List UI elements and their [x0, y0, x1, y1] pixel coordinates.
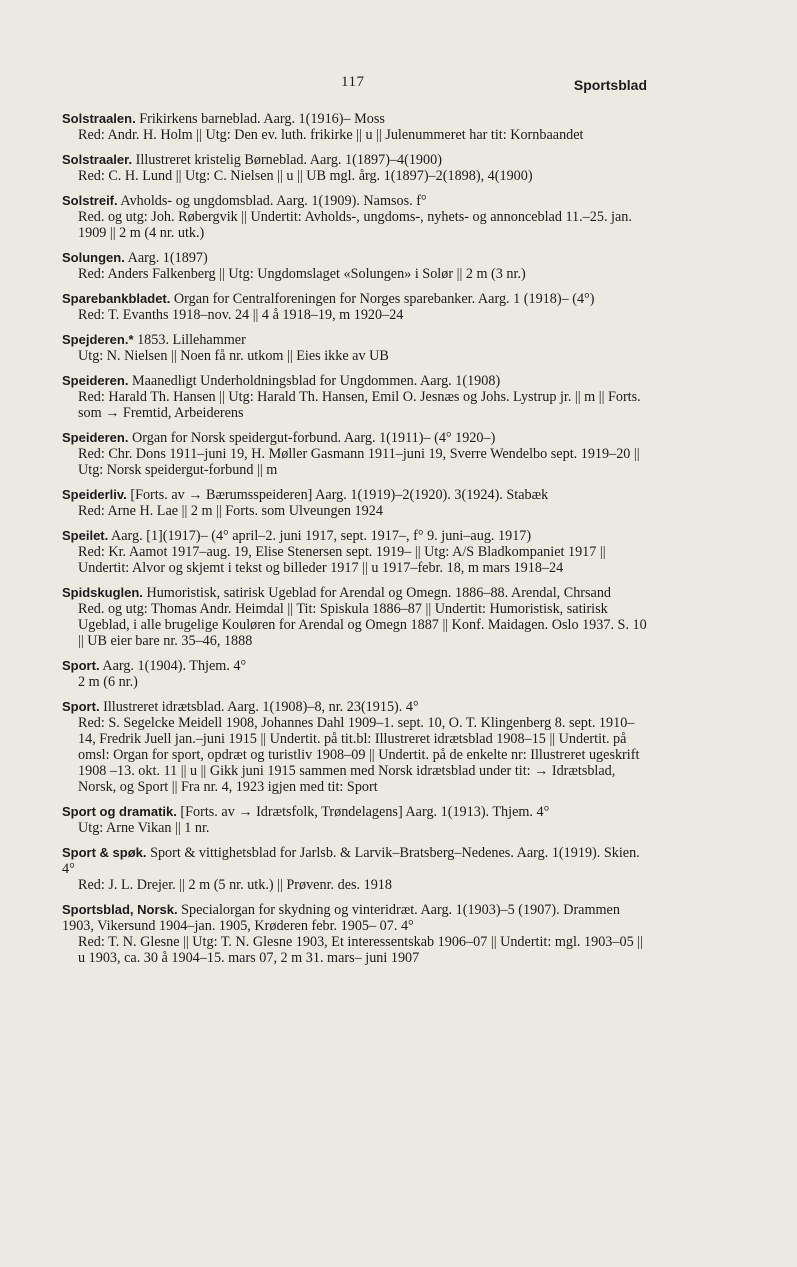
- entry-details: Red: S. Segelcke Meidell 1908, Johannes Dahl 1909–1. sept. 10, O. T. Klingenberg 8. sept. 1910–14, Fredrik Juell jan.–juni 1915 || Undertit. på tit.bl: Illustreret idrætsblad 1908–15 || Undertit. på omsl: Organ for sport, opdræt og turistliv 1908–09 || Undertit. på de enkelte nr: Illustreret ugeskrift 1908 –13. okt. 11 || u || Gikk juni 1915 sammen med Norsk idrætsblad under tit: → Idrætsblad, Norsk, og Sport || Fra nr. 4, 1923 igjen med tit: Sport: [78, 715, 640, 795]
- entry-first-line: [62, 845, 650, 877]
- entry-first-line: [62, 332, 650, 348]
- entry-description: Aarg. [1](1917)– (4° april–2. juni 1917, sept. 1917–, f° 9. juni–aug. 1917): [111, 528, 532, 544]
- entry-first-line: [62, 902, 650, 934]
- entry-details: Red: Chr. Dons 1911–juni 19, H. Møller Gasmann 1911–juni 19, Sverre Wendelbo sept. 1919–20 || Utg: Norsk speidergut-forbund || m: [78, 446, 640, 478]
- entry-heading: Solstraalen.: [62, 111, 136, 126]
- page-number: 117: [341, 74, 365, 90]
- entry-first-line: [62, 528, 650, 544]
- entry-description: Organ for Norsk speidergut-forbund. Aarg. 1(1911)– (4° 1920–): [132, 430, 496, 446]
- entry-details: Red: Arne H. Lae || 2 m || Forts. som Ulveungen 1924: [78, 503, 383, 519]
- entry-description: Avholds- og ungdomsblad. Aarg. 1(1909). Namsos. f°: [120, 193, 427, 209]
- entry-description: Aarg. 1(1897): [127, 250, 208, 266]
- entry-heading: Sport.: [62, 699, 100, 714]
- entry-details: Red: T. N. Glesne || Utg: T. N. Glesne 1903, Et interessentskab 1906–07 || Undertit: mgl. 1903–05 || u 1903, ca. 30 å 1904–15. mars 07, 2 m 31. mars– juni 1907: [78, 934, 643, 966]
- entry-list: [62, 111, 650, 975]
- entry-details: Red: Kr. Aamot 1917–aug. 19, Elise Stenersen sept. 1919– || Utg: A/S Bladkompaniet 1917 || Undertit: Alvor og skjemt i tekst og billeder 1917 || u 1917–febr. 18, m mars 1918–24: [78, 544, 606, 576]
- entry-heading: Speiderliv.: [62, 487, 127, 502]
- catalogue-entry: [62, 193, 650, 241]
- entry-heading: Solungen.: [62, 250, 125, 265]
- catalogue-entry: [62, 845, 650, 893]
- catalogue-entry: [62, 487, 650, 519]
- entry-description: Frikirkens barneblad. Aarg. 1(1916)– Moss: [139, 111, 385, 127]
- entry-description: Illustreret kristelig Børneblad. Aarg. 1(1897)–4(1900): [135, 152, 442, 168]
- entry-first-line: [62, 658, 650, 674]
- entry-first-line: [62, 193, 650, 209]
- running-head: Sportsblad: [573, 77, 647, 93]
- entry-description: Humoristisk, satirisk Ugeblad for Arendal og Omegn. 1886–88. Arendal, Chrsand: [146, 585, 612, 601]
- entry-heading: Spidskuglen.: [62, 585, 143, 600]
- entry-description: 1853. Lillehammer: [137, 332, 246, 348]
- entry-details: Red: Harald Th. Hansen || Utg: Harald Th. Hansen, Emil O. Jesnæs og Johs. Lystrup jr. || m || Forts. som → Fremtid, Arbeiderens: [78, 389, 641, 421]
- entry-details: Red: J. L. Drejer. || 2 m (5 nr. utk.) || Prøvenr. des. 1918: [78, 877, 392, 893]
- entry-details: Utg: Arne Vikan || 1 nr.: [78, 820, 210, 836]
- entry-description: Aarg. 1(1904). Thjem. 4°: [102, 658, 247, 674]
- entry-details: Utg: N. Nielsen || Noen få nr. utkom || Eies ikke av UB: [78, 348, 389, 364]
- entry-heading: Spejderen.*: [62, 332, 134, 347]
- catalogue-entry: [62, 699, 650, 795]
- entry-first-line: [62, 291, 650, 307]
- catalogue-entry: [62, 152, 650, 184]
- entry-first-line: [62, 250, 650, 266]
- entry-heading: Speilet.: [62, 528, 109, 543]
- entry-details: Red. og utg: Thomas Andr. Heimdal || Tit: Spiskula 1886–87 || Undertit: Humoristisk, satirisk Ugeblad, i alle brugelige Kouløren for Arendal og Omegn 1887 || Konf. Maidagen. Oslo 1937. S. 10 || UB eier bare nr. 35–46, 1888: [78, 601, 647, 649]
- catalogue-entry: [62, 332, 650, 364]
- entry-heading: Solstreif.: [62, 193, 118, 208]
- entry-heading: Solstraaler.: [62, 152, 133, 167]
- entry-description: Organ for Centralforeningen for Norges sparebanker. Aarg. 1 (1918)– (4°): [173, 291, 595, 307]
- catalogue-entry: [62, 585, 650, 649]
- entry-details: Red: T. Evanths 1918–nov. 24 || 4 å 1918–19, m 1920–24: [78, 307, 404, 323]
- catalogue-entry: [62, 430, 650, 478]
- catalogue-entry: [62, 528, 650, 576]
- entry-heading: Sparebankbladet.: [62, 291, 171, 306]
- entry-details: Red. og utg: Joh. Røbergvik || Undertit: Avholds-, ungdoms-, nyhets- og annonceblad 11.–25. jan. 1909 || 2 m (4 nr. utk.): [78, 209, 632, 241]
- entry-description: Maanedligt Underholdningsblad for Ungdommen. Aarg. 1(1908): [132, 373, 501, 389]
- entry-first-line: [62, 487, 650, 503]
- entry-description: Sport & vittighetsblad for Jarlsb. & Larvik–Bratsberg–Nedenes. Aarg. 1(1919). Skien. 4°: [62, 845, 640, 877]
- catalogue-entry: [62, 658, 650, 690]
- entry-description: Specialorgan for skydning og vinteridræt. Aarg. 1(1903)–5 (1907). Drammen 1903, Vikersund 1904–jan. 1905, Krøderen febr. 1905– 07. 4°: [62, 902, 620, 934]
- entry-details: Red: C. H. Lund || Utg: C. Nielsen || u || UB mgl. årg. 1(1897)–2(1898), 4(1900): [78, 168, 533, 184]
- entry-heading: Speideren.: [62, 430, 129, 445]
- entry-first-line: [62, 373, 650, 389]
- entry-details: Red: Andr. H. Holm || Utg: Den ev. luth. frikirke || u || Julenummeret har tit: Kornbaandet: [78, 127, 584, 143]
- entry-first-line: [62, 804, 650, 820]
- entry-description: [Forts. av → Bærumsspeideren] Aarg. 1(1919)–2(1920). 3(1924). Stabæk: [130, 487, 549, 503]
- entry-first-line: [62, 111, 650, 127]
- entry-first-line: [62, 585, 650, 601]
- entry-first-line: [62, 152, 650, 168]
- catalogue-entry: [62, 804, 650, 836]
- catalogue-entry: [62, 291, 650, 323]
- entry-first-line: [62, 430, 650, 446]
- catalogue-entry: [62, 902, 650, 966]
- entry-heading: Sport & spøk.: [62, 845, 147, 860]
- entry-heading: Speideren.: [62, 373, 129, 388]
- entry-details: Red: Anders Falkenberg || Utg: Ungdomslaget «Solungen» i Solør || 2 m (3 nr.): [78, 266, 526, 282]
- entry-heading: Sportsblad, Norsk.: [62, 902, 178, 917]
- entry-description: [Forts. av → Idrætsfolk, Trøndelagens] Aarg. 1(1913). Thjem. 4°: [180, 804, 550, 820]
- catalogue-entry: [62, 111, 650, 143]
- entry-description: Illustreret idrætsblad. Aarg. 1(1908)–8, nr. 23(1915). 4°: [103, 699, 419, 715]
- entry-details: 2 m (6 nr.): [78, 674, 138, 690]
- entry-heading: Sport.: [62, 658, 100, 673]
- entry-first-line: [62, 699, 650, 715]
- entry-heading: Sport og dramatik.: [62, 804, 177, 819]
- catalogue-entry: [62, 373, 650, 421]
- catalogue-entry: [62, 250, 650, 282]
